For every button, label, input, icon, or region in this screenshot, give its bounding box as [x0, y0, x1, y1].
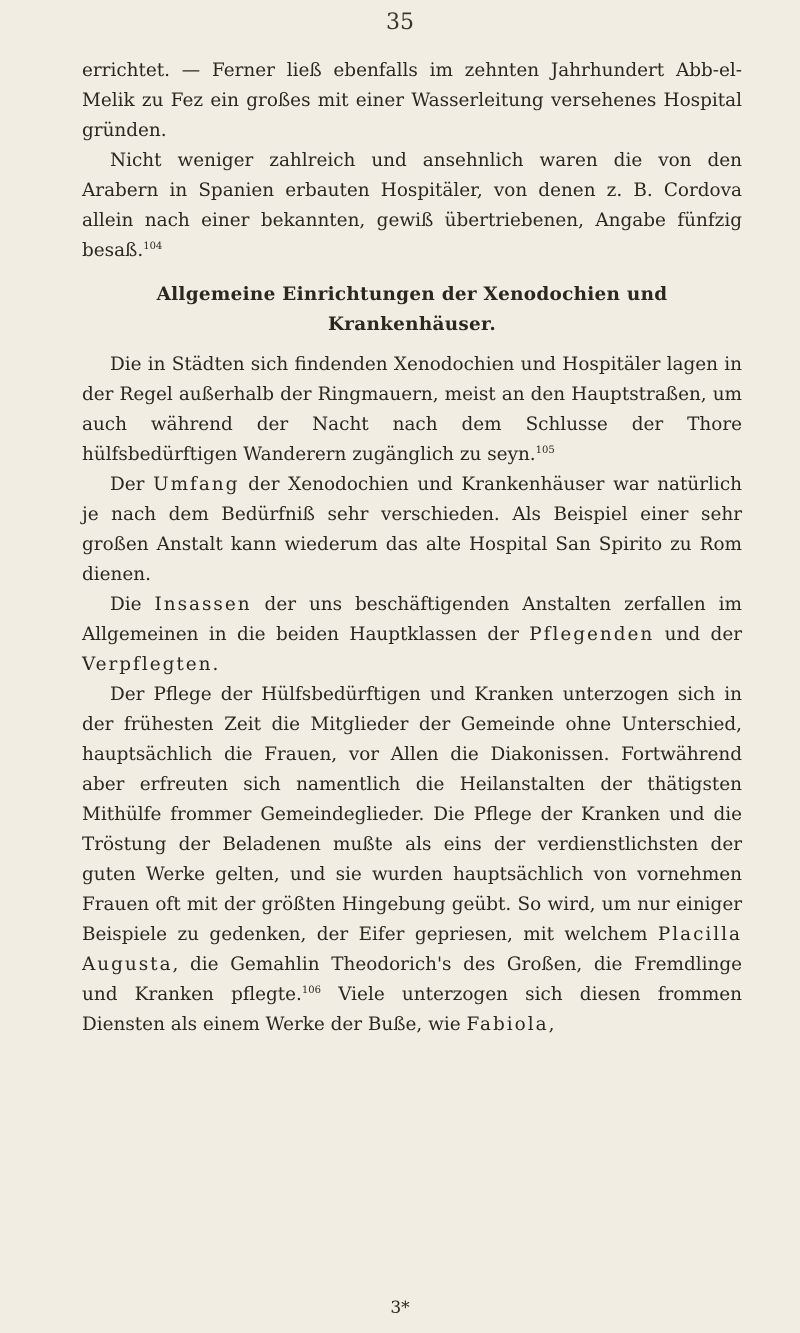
term-umfang: Umfang: [153, 474, 240, 495]
paragraph-4-end: zu Rom dienen.: [82, 534, 742, 585]
heading-line-2: Krankenhäuser.: [327, 314, 497, 335]
paragraph-4-body: der Xenodochien und Krankenhäuser war natürlich je nach dem Bedürfniß sehr verschieden. Als Beispiel einer sehr großen Anstalt kann wiederum das alte Hospital: [82, 474, 742, 555]
footnote-ref-104: 104: [143, 240, 163, 252]
paragraph-4-pre: Der: [110, 474, 145, 495]
paragraph-6-part-1: Der Pflege der Hülfsbedürftigen und Kranken unterzogen sich in der frühesten Zeit die Mitglieder der Gemeinde ohne Unterschied, hauptsächlich die Frauen, vor Allen die Diakonissen. Fortwährend aber erfreuten sich namentlich die Heilanstalten der thätigsten Mithülfe frommer Gemeindeglieder. Die Pflege der Kranken und die Tröstung der Beladenen mußte als eins der verdienstlichsten der guten Werke gelten, und sie wurden hauptsächlich von vornehmen Frauen oft mit der größten Hingebung geübt. So wird, um nur einiger Beispiele zu gedenken, der Eifer gepriesen, mit welchem: [82, 684, 742, 945]
paragraph-5-pre: Die: [110, 594, 142, 615]
paragraph-6-part-3: Viele unterzogen sich diesen frommen Diensten als einem Werke der Buße, wie: [82, 984, 742, 1035]
paragraph-2: [82, 146, 742, 266]
paragraph-4: [82, 470, 742, 590]
name-fabiola: Fabiola: [466, 1014, 549, 1035]
text-block: [82, 56, 742, 1040]
paragraph-5-and: und der: [664, 624, 742, 645]
paragraph-6-part-2: , die Gemahlin Theodorich's des Großen, die Fremdlinge und Kranken pflegte.: [82, 954, 742, 1005]
paragraph-2-text: Nicht weniger zahlreich und ansehnlich waren die von den Arabern in Spanien erbauten Hospitäler, von denen z. B. Cordova allein nach einer bekannten, gewiß übertriebenen, Angabe fünfzig besaß.: [82, 150, 742, 261]
page-number: 35: [386, 10, 414, 35]
signature-mark: 3*: [390, 1298, 410, 1318]
section-heading: [82, 280, 742, 340]
term-verpflegten: Verpflegten: [82, 654, 213, 675]
footnote-ref-106: 106: [301, 984, 321, 996]
paragraph-6-end: ,: [548, 1014, 555, 1035]
paragraph-3-text: Die in Städten sich findenden Xenodochien und Hospitäler lagen in der Regel außerhalb der Ringmauern, meist an den Hauptstraßen, um auch während der Nacht nach dem Schlusse der Thore hülfsbedürftigen Wanderern zugänglich zu seyn.: [82, 354, 742, 465]
paragraph-5-end: .: [212, 654, 219, 675]
footnote-ref-105: 105: [535, 444, 555, 456]
term-insassen: Insassen: [154, 594, 252, 615]
paragraph-3: [82, 350, 742, 470]
term-pflegenden: Pflegenden: [529, 624, 655, 645]
paragraph-1: errichtet. — Ferner ließ ebenfalls im zehnten Jahrhundert Abb-el-Melik zu Fez ein großes mit einer Wasserleitung versehenes Hospital gründen.: [82, 60, 742, 141]
paragraph-5-body: der uns beschäftigenden Anstalten zerfallen im Allgemeinen in die beiden Hauptklassen der: [82, 594, 742, 645]
paragraph-5: [82, 590, 742, 680]
heading-line-1: Allgemeine Einrichtungen der Xenodochien und: [156, 284, 668, 305]
name-placilla-augusta: Placilla Augusta: [82, 924, 743, 975]
paragraph-6: [82, 680, 742, 1040]
latin-san-spirito: San Spirito: [555, 534, 663, 555]
